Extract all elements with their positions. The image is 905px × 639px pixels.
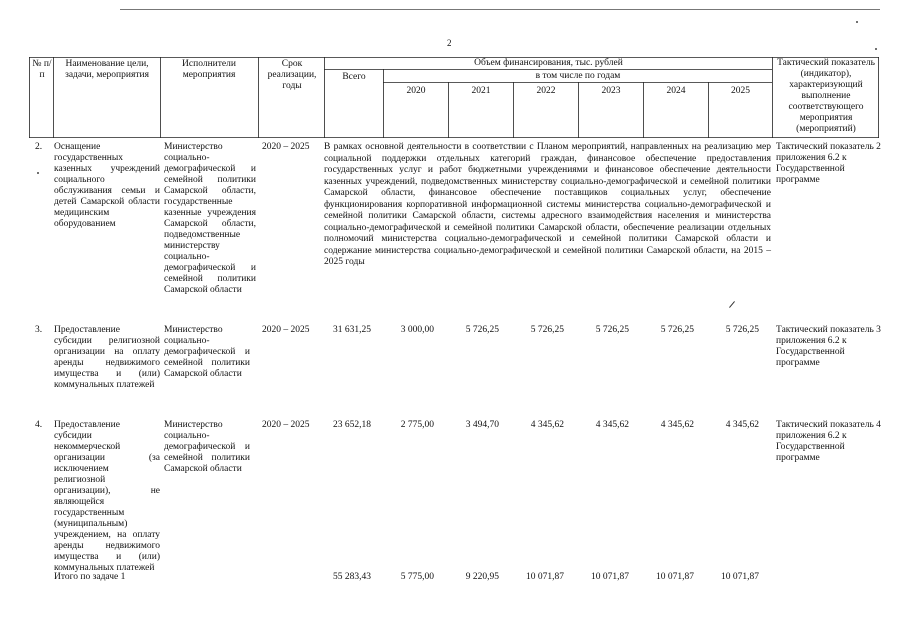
header-year-2025: 2025: [731, 86, 750, 96]
header-funding: Объем финансирования, тыс. рублей: [474, 58, 623, 68]
row-4-2025: 4 345,62: [725, 420, 759, 430]
row-3-2020: 3 000,00: [400, 325, 434, 335]
row-3-name: Предоставление субсидии религиозной организации на оплату аренды недвижимого имущества и (или) коммунальных платежей: [54, 325, 160, 390]
row-3-total: 31 631,25: [333, 325, 371, 335]
row-2-num: 2.: [35, 142, 43, 152]
page-number: 2: [447, 38, 452, 48]
row-3-indicator: Тактический показатель 3 приложения 6.2 к Государственной программе: [776, 325, 881, 368]
table-header: [29, 57, 879, 138]
header-name: Наименование цели, задачи, мероприятия: [65, 59, 149, 80]
top-rule: [120, 9, 880, 10]
row-2-executors: Министерство социально-демографической и семейной политики Самарской области, государственные казенные учреждения Самарской области, подведомственные министерству социально-демографической и семейной политики Самарской области: [164, 142, 256, 295]
row-4-total: 23 652,18: [333, 420, 371, 430]
row-2-name: Оснащение государственных казенных учреждений социального обслуживания семьи и детей Самарской области медицинским оборудованием: [54, 142, 160, 229]
scan-speck: [37, 172, 39, 174]
row-4-2023: 4 345,62: [595, 420, 629, 430]
row-3-2024: 5 726,25: [660, 325, 694, 335]
row-3-2023: 5 726,25: [595, 325, 629, 335]
row-3-term: 2020 – 2025: [262, 325, 310, 335]
total-row-2020: 5 775,00: [400, 572, 434, 582]
row-3-num: 3.: [35, 325, 43, 335]
row-4-2022: 4 345,62: [530, 420, 564, 430]
row-2-indicator: Тактический показатель 2 приложения 6.2 к Государственной программе: [776, 142, 881, 185]
total-row-label: Итого по задаче 1: [54, 572, 126, 582]
scan-speck: [875, 48, 877, 50]
header-term: Срок реализации, годы: [267, 59, 317, 91]
total-row-2023: 10 071,87: [591, 572, 629, 582]
row-4-name: Предоставление субсидии некоммерческой организации (за исключением религиозной организации), не являющейся государственным (муниципальным) учреждением, на оплату аренды недвижимого имущества и (или) коммунальных платежей: [54, 420, 160, 573]
total-row-2022: 10 071,87: [526, 572, 564, 582]
total-row-2024: 10 071,87: [656, 572, 694, 582]
row-2-funding-note: В рамках основной деятельности в соответствии с Планом мероприятий, направленных на реализацию мер социальной поддержки отдельных категорий граждан, финансовое обеспечение предоставления государственных услуг и работ бюджетными учреждениями и финансовое обеспечение деятельности казенных учреждений, подведомственных министерству социально-демографической и семейной политики Самарской области, финансовое обеспечение поставщиков социальных услуг, обеспечение функционирования корпоративной информационной системы министерства социально-демографической и семейной политики Самарской области, системы адресного взаимодействия населения и министерства социально-демографической и семейной политики Самарской области, обеспечение реализации отдельных полномочий министерства социально-демографической и семейной политики Самарской области и содержание министерства социально-демографической и семейной политики Самарской области, на 2015 – 2025 годы: [324, 142, 771, 267]
header-executors: Исполнители мероприятия: [182, 59, 236, 80]
row-3-2022: 5 726,25: [530, 325, 564, 335]
total-row-2021: 9 220,95: [465, 572, 499, 582]
header-year-2022: 2022: [536, 86, 556, 96]
header-year-2020: 2020: [406, 86, 426, 96]
row-4-num: 4.: [35, 420, 43, 430]
row-4-indicator: Тактический показатель 4 приложения 6.2 к Государственной программе: [776, 420, 881, 463]
row-4-2021: 3 494,70: [465, 420, 499, 430]
row-3-2025: 5 726,25: [725, 325, 759, 335]
row-2-term: 2020 – 2025: [262, 142, 310, 152]
row-4-2024: 4 345,62: [660, 420, 694, 430]
total-row-2025: 10 071,87: [721, 572, 759, 582]
header-year-2023: 2023: [601, 86, 621, 96]
header-year-2024: 2024: [666, 86, 686, 96]
scan-speck: [856, 21, 858, 23]
header-num: № п/п: [32, 59, 52, 80]
header-year-2021: 2021: [471, 86, 491, 96]
header-total: Всего: [342, 72, 366, 82]
header-indicator: Тактический показатель (индикатор), характеризующий выполнение соответствующего мероприятия (мероприятий): [777, 58, 875, 134]
row-4-executors: Министерство социально-демографической и семейной политики Самарской области: [164, 420, 250, 474]
row-4-term: 2020 – 2025: [262, 420, 310, 430]
pen-mark: [729, 301, 735, 308]
row-4-2020: 2 775,00: [400, 420, 434, 430]
row-3-2021: 5 726,25: [465, 325, 499, 335]
row-3-executors: Министерство социально-демографической и семейной политики Самарской области: [164, 325, 250, 379]
total-row-total: 55 283,43: [333, 572, 371, 582]
header-by-years: в том числе по годам: [535, 71, 621, 81]
